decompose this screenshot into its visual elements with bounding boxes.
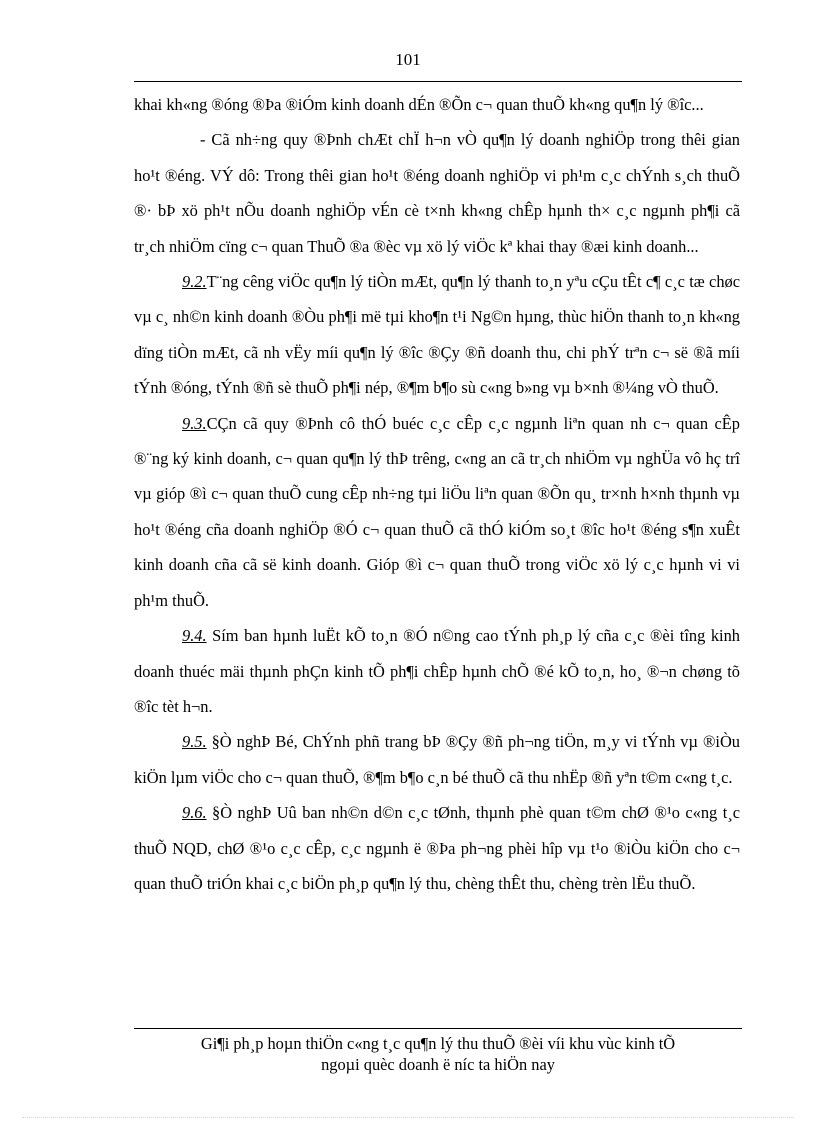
body-text	[134, 87, 740, 901]
section-number: 9.2.	[182, 272, 207, 292]
header-divider	[134, 81, 742, 82]
paragraph-dash-item: - Cã nh÷ng quy ®Þnh chÆt chÏ h¬n vÒ qu¶n lý doanh nghiÖp trong thêi gian ho¹t ®éng. VÝ dô: Trong thêi gian ho¹t ®éng doanh nghiÖp vi ph¹m c¸c chÝnh s¸ch thuÕ ®· bÞ xö ph¹t nÕu doanh nghiÖp vÉn cè t×nh kh«ng chÊp hµnh th× c¸c ngµnh ph¶i cã tr¸ch nhiÖm cïng c¬ quan ThuÕ ®a ®èc vµ xö lý viÖc kª khai thay ®æi kinh doanh...	[134, 130, 740, 256]
paragraph-continuation: khai kh«ng ®óng ®Þa ®iÓm kinh doanh dÉn ®Õn c¬ quan thuÕ kh«ng qu¶n lý ®îc...	[134, 95, 704, 114]
footer-title-line-2: ngoµi quèc doanh ë níc ta hiÖn nay	[321, 1055, 555, 1074]
section-text: CÇn cã quy ®Þnh cô thÓ buéc c¸c cÊp c¸c ngµnh liªn quan nh c¬ quan cÊp ®¨ng ký kinh doanh, c¬ quan qu¶n lý thÞ trêng, c«ng an cã tr¸ch nhiÖm vµ nghÜa vô hç trî vµ gióp ®ì c¬ quan thuÕ cung cÊp nh÷ng tµi liÖu liªn quan ®Õn qu¸ tr×nh h×nh thµnh vµ ho¹t ®éng cña doanh nghiÖp ®Ó c¬ quan thuÕ cã thÓ kiÓm so¸t ®îc ho¹t ®éng s¶n xuÊt kinh doanh cña cã së kinh doanh. Gióp ®ì c¬ quan thuÕ trong viÖc xö lý c¸c hµnh vi vi ph¹m thuÕ.	[134, 413, 740, 610]
section-number: 9.6.	[182, 803, 207, 823]
page-number: 101	[395, 50, 421, 69]
section-number: 9.4.	[182, 626, 207, 646]
section-number: 9.5.	[182, 732, 207, 752]
section-text: §Ò nghÞ Bé, ChÝnh phñ trang bÞ ®Çy ®ñ ph¬ng tiÖn, m¸y vi tÝnh vµ ®iÒu kiÖn lµm viÖc cho c¬ quan thuÕ, ®¶m b¶o c¸n bé thuÕ cã thu nhËp ®ñ yªn t©m c«ng t¸c.	[134, 732, 740, 787]
section-text: T¨ng cêng viÖc qu¶n lý tiÒn mÆt, qu¶n lý thanh to¸n yªu cÇu tÊt c¶ c¸c tæ chøc vµ c¸ nh©n kinh doanh ®Òu ph¶i më tµi kho¶n t¹i Ng©n hµng, thùc hiÖn thanh to¸n kh«ng dïng tiÒn mÆt, cã nh vËy míi qu¶n lý ®îc ®Çy ®ñ doanh thu, chi phÝ trªn c¬ së ®ã míi tÝnh ®óng, tÝnh ®ñ sè thuÕ ph¶i nép, ®¶m b¶o sù c«ng b»ng vµ b×nh ®¼ng vÒ thuÕ.	[134, 272, 740, 398]
paragraph-section-9-3	[134, 406, 740, 618]
paragraph-section-9-6	[134, 795, 740, 901]
section-text: Sím ban hµnh luËt kÕ to¸n ®Ó n©ng cao tÝnh ph¸p lý cña c¸c ®èi tîng kinh doanh thuéc mäi thµnh phÇn kinh tÕ ph¶i chÊp hµnh chÕ ®é kÕ to¸n, ho¸ ®¬n chøng tõ ®îc tèt h¬n.	[134, 626, 740, 716]
footer-title-line-1: Gi¶i ph¸p hoµn thiÖn c«ng t¸c qu¶n lý thu thuÕ ®èi víi khu vùc kinh tÕ	[200, 1034, 676, 1053]
paragraph-section-9-5	[134, 724, 740, 795]
paragraph-section-9-2	[134, 264, 740, 406]
footer-divider	[134, 1028, 742, 1029]
paragraph-section-9-4	[134, 618, 740, 724]
page-bottom-edge	[22, 1117, 794, 1118]
section-text: §Ò nghÞ Uû ban nh©n d©n c¸c tØnh, thµnh phè quan t©m chØ ®¹o c«ng t¸c thuÕ NQD, chØ ®¹o c¸c cÊp, c¸c ngµnh ë ®Þa ph¬ng phèi hîp vµ t¹o ®iÒu kiÖn cho c¬ quan thuÕ triÓn khai c¸c biÖn ph¸p qu¶n lý thu, chèng thÊt thu, chèng trèn lËu thuÕ.	[134, 803, 740, 893]
running-footer	[134, 1033, 742, 1075]
section-number: 9.3.	[182, 413, 207, 433]
